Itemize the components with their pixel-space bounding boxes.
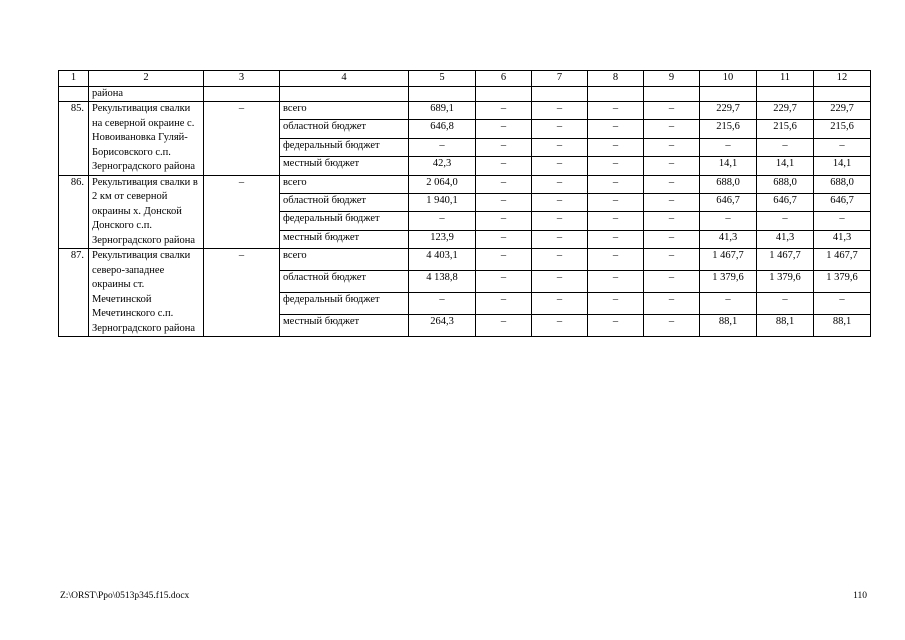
- value-cell: 4 403,1: [409, 249, 476, 271]
- value-cell: 1 467,7: [757, 249, 814, 271]
- value-cell: –: [532, 315, 588, 337]
- value-cell: –: [476, 249, 532, 271]
- value-cell: –: [532, 193, 588, 211]
- funding-source: федеральный бюджет: [280, 212, 409, 230]
- value-cell: –: [588, 230, 644, 248]
- value-cell: 1 379,6: [757, 271, 814, 293]
- value-cell: –: [532, 230, 588, 248]
- value-cell: –: [476, 315, 532, 337]
- value-cell: –: [644, 271, 700, 293]
- value-cell: –: [814, 293, 871, 315]
- funding-source: всего: [280, 175, 409, 193]
- continuation-empty-cell: [204, 86, 280, 102]
- value-cell: –: [644, 293, 700, 315]
- continuation-empty-cell: [532, 86, 588, 102]
- value-cell: –: [476, 293, 532, 315]
- entry-col3: –: [204, 102, 280, 176]
- value-cell: 689,1: [409, 102, 476, 120]
- value-cell: –: [588, 315, 644, 337]
- value-cell: –: [644, 315, 700, 337]
- value-cell: –: [700, 212, 757, 230]
- value-cell: –: [532, 293, 588, 315]
- table-header-row: [59, 71, 871, 87]
- value-cell: –: [588, 249, 644, 271]
- continuation-empty-cell: [588, 86, 644, 102]
- header-cell: 7: [532, 71, 588, 87]
- table-row: [59, 249, 871, 271]
- value-cell: –: [476, 212, 532, 230]
- header-cell: 9: [644, 71, 700, 87]
- value-cell: 2 064,0: [409, 175, 476, 193]
- funding-source: областной бюджет: [280, 120, 409, 138]
- value-cell: 646,7: [700, 193, 757, 211]
- entry-number: 87.: [59, 249, 89, 337]
- value-cell: –: [644, 212, 700, 230]
- table-row: [59, 102, 871, 120]
- value-cell: –: [588, 102, 644, 120]
- value-cell: –: [814, 212, 871, 230]
- value-cell: –: [532, 271, 588, 293]
- continuation-text: района: [89, 86, 204, 102]
- value-cell: 688,0: [757, 175, 814, 193]
- continuation-row: [59, 86, 871, 102]
- header-cell: 4: [280, 71, 409, 87]
- value-cell: 229,7: [757, 102, 814, 120]
- header-cell: 6: [476, 71, 532, 87]
- value-cell: –: [700, 293, 757, 315]
- value-cell: –: [700, 138, 757, 156]
- value-cell: –: [532, 212, 588, 230]
- value-cell: 41,3: [814, 230, 871, 248]
- value-cell: 1 467,7: [814, 249, 871, 271]
- value-cell: –: [532, 249, 588, 271]
- funding-source: всего: [280, 102, 409, 120]
- value-cell: –: [588, 138, 644, 156]
- table-row: [59, 175, 871, 193]
- value-cell: 88,1: [814, 315, 871, 337]
- value-cell: –: [532, 120, 588, 138]
- continuation-empty-cell: [644, 86, 700, 102]
- value-cell: 264,3: [409, 315, 476, 337]
- value-cell: –: [532, 138, 588, 156]
- entry-name: Рекультивация свалки на северной окраине с. Новоивановка Гуляй-Борисовского с.п. Зерноградского района: [89, 102, 204, 176]
- value-cell: –: [532, 175, 588, 193]
- budget-table: [58, 70, 871, 337]
- entry-col3: –: [204, 249, 280, 337]
- value-cell: –: [644, 193, 700, 211]
- value-cell: –: [588, 212, 644, 230]
- value-cell: 215,6: [700, 120, 757, 138]
- value-cell: 41,3: [757, 230, 814, 248]
- value-cell: –: [476, 138, 532, 156]
- continuation-empty-cell: [409, 86, 476, 102]
- value-cell: –: [814, 138, 871, 156]
- value-cell: 1 467,7: [700, 249, 757, 271]
- entry-number: 86.: [59, 175, 89, 249]
- funding-source: областной бюджет: [280, 271, 409, 293]
- value-cell: –: [532, 157, 588, 175]
- entry-number: 85.: [59, 102, 89, 176]
- funding-source: местный бюджет: [280, 230, 409, 248]
- header-cell: 1: [59, 71, 89, 87]
- value-cell: –: [588, 193, 644, 211]
- value-cell: –: [644, 157, 700, 175]
- continuation-empty-cell: [280, 86, 409, 102]
- value-cell: –: [644, 175, 700, 193]
- header-cell: 3: [204, 71, 280, 87]
- funding-source: местный бюджет: [280, 157, 409, 175]
- value-cell: –: [588, 293, 644, 315]
- table-body: [59, 71, 871, 337]
- header-cell: 12: [814, 71, 871, 87]
- value-cell: 14,1: [700, 157, 757, 175]
- header-cell: 5: [409, 71, 476, 87]
- value-cell: –: [476, 230, 532, 248]
- value-cell: –: [644, 230, 700, 248]
- value-cell: –: [409, 138, 476, 156]
- value-cell: –: [532, 102, 588, 120]
- value-cell: –: [588, 157, 644, 175]
- funding-source: федеральный бюджет: [280, 293, 409, 315]
- value-cell: –: [476, 175, 532, 193]
- value-cell: –: [644, 102, 700, 120]
- value-cell: –: [588, 175, 644, 193]
- value-cell: –: [757, 212, 814, 230]
- value-cell: –: [757, 293, 814, 315]
- value-cell: –: [644, 249, 700, 271]
- funding-source: федеральный бюджет: [280, 138, 409, 156]
- value-cell: –: [757, 138, 814, 156]
- continuation-num-cell: [59, 86, 89, 102]
- value-cell: 646,7: [757, 193, 814, 211]
- value-cell: 646,7: [814, 193, 871, 211]
- continuation-empty-cell: [700, 86, 757, 102]
- value-cell: 215,6: [814, 120, 871, 138]
- funding-source: всего: [280, 249, 409, 271]
- footer-file-path: Z:\ORST\Ppo\0513p345.f15.docx: [60, 591, 190, 601]
- value-cell: –: [476, 157, 532, 175]
- value-cell: 1 379,6: [700, 271, 757, 293]
- continuation-empty-cell: [476, 86, 532, 102]
- value-cell: 688,0: [700, 175, 757, 193]
- value-cell: –: [476, 120, 532, 138]
- value-cell: –: [588, 120, 644, 138]
- value-cell: 1 379,6: [814, 271, 871, 293]
- entry-name: Рекультивация свалки в 2 км от северной окраины х. Донской Донского с.п. Зерноградского района: [89, 175, 204, 249]
- value-cell: 123,9: [409, 230, 476, 248]
- header-cell: 8: [588, 71, 644, 87]
- header-cell: 2: [89, 71, 204, 87]
- value-cell: –: [476, 102, 532, 120]
- value-cell: –: [409, 212, 476, 230]
- value-cell: 14,1: [814, 157, 871, 175]
- value-cell: –: [588, 271, 644, 293]
- continuation-empty-cell: [814, 86, 871, 102]
- value-cell: 229,7: [814, 102, 871, 120]
- value-cell: 88,1: [757, 315, 814, 337]
- value-cell: –: [644, 138, 700, 156]
- value-cell: 88,1: [700, 315, 757, 337]
- funding-source: местный бюджет: [280, 315, 409, 337]
- header-cell: 11: [757, 71, 814, 87]
- value-cell: 41,3: [700, 230, 757, 248]
- footer-page-number: 110: [853, 591, 867, 601]
- continuation-empty-cell: [757, 86, 814, 102]
- entry-name: Рекультивация свалки северо-западнее окраины ст. Мечетинской Мечетинского с.п. Зерноградского района: [89, 249, 204, 337]
- funding-source: областной бюджет: [280, 193, 409, 211]
- value-cell: 1 940,1: [409, 193, 476, 211]
- value-cell: 688,0: [814, 175, 871, 193]
- value-cell: –: [476, 193, 532, 211]
- header-cell: 10: [700, 71, 757, 87]
- value-cell: 14,1: [757, 157, 814, 175]
- value-cell: –: [409, 293, 476, 315]
- value-cell: 229,7: [700, 102, 757, 120]
- value-cell: 646,8: [409, 120, 476, 138]
- value-cell: 215,6: [757, 120, 814, 138]
- entry-col3: –: [204, 175, 280, 249]
- value-cell: 4 138,8: [409, 271, 476, 293]
- value-cell: –: [476, 271, 532, 293]
- value-cell: 42,3: [409, 157, 476, 175]
- value-cell: –: [644, 120, 700, 138]
